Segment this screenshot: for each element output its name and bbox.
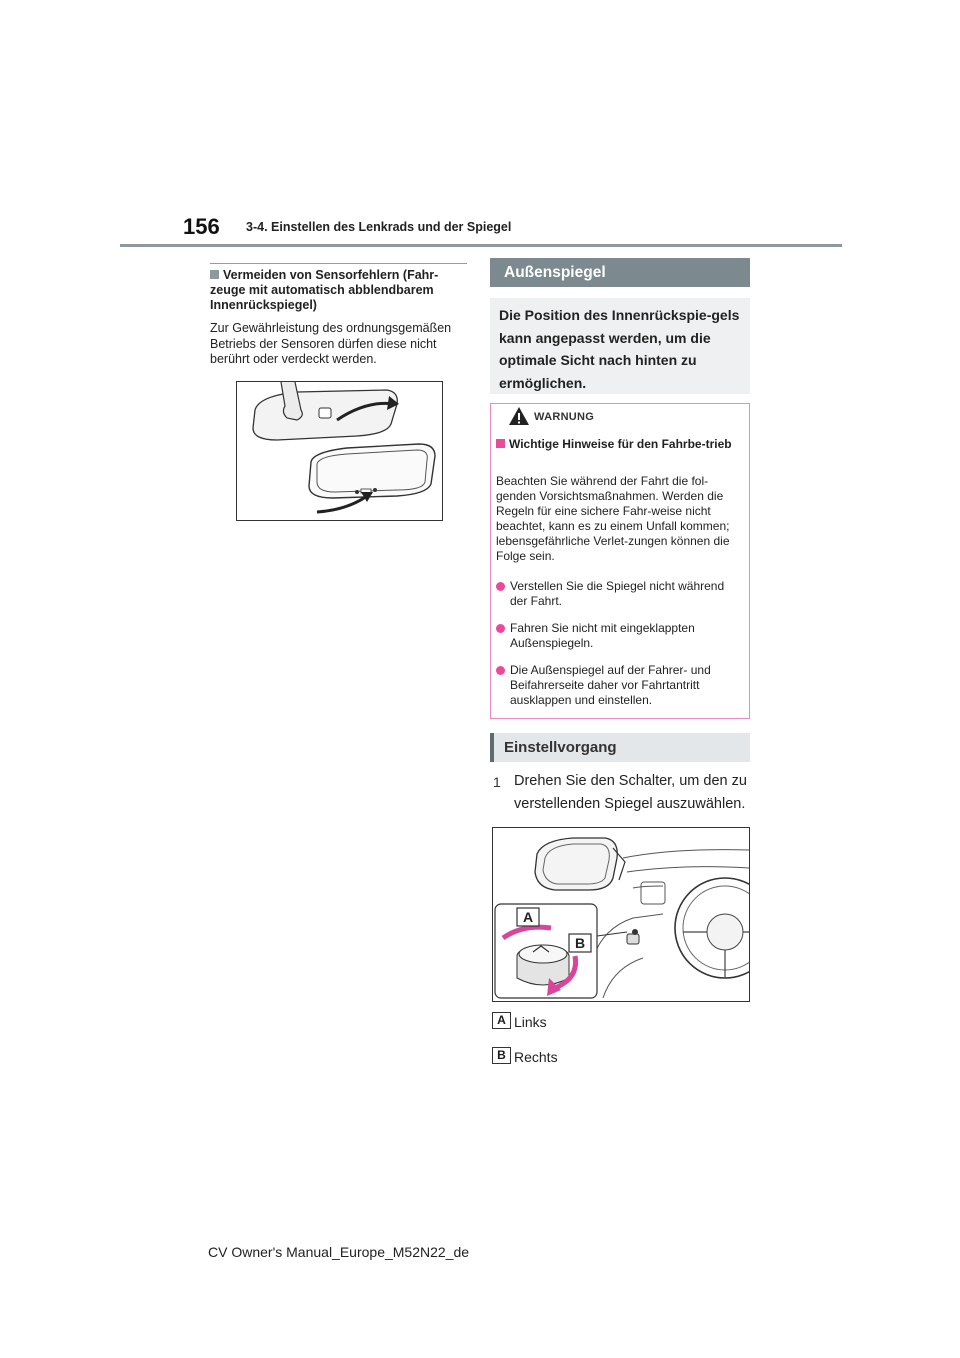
footer-text: CV Owner's Manual_Europe_M52N22_de [208,1244,470,1260]
page-number: 156 [183,214,220,239]
warning-triangle-icon [508,406,530,426]
header-rule [120,244,842,247]
rearview-mirror-illustration [237,382,442,520]
sensor-subheading [210,268,465,313]
intro-text: Die Position des Innenrückspie-gels kann angepasst werden, um die optimale Sicht nach hinten zu ermöglichen. [499,307,740,391]
warning-bullet [496,579,744,609]
subheading-rule [210,263,467,264]
legend-key-b: B [492,1047,511,1064]
figure-label-b: B [574,935,586,951]
legend-key-a: A [492,1012,511,1029]
step-number: 1 [493,774,501,790]
section-heading-bar [490,733,494,762]
rearview-mirror-figure [236,381,443,521]
section-heading-einstellvorgang [490,733,750,762]
banner-title: Außenspiegel [504,264,606,281]
sensor-subheading-text: Vermeiden von Sensorfehlern (Fahr-zeuge mit automatisch abblendbarem Innenrückspiegel) [210,268,439,312]
warning-bullet [496,621,744,651]
circle-bullet-icon [496,666,505,675]
warning-heading [496,437,741,452]
warning-body-text: Beachten Sie während der Fahrt die fol-genden Vorsichtsmaßnahmen. Werden die Regeln für eine sichere Fahr-weise nicht beachtet, kann es zu einem Unfall kommen; lebensgefährliche Verlet-zungen können die Folge sein. [496,474,730,563]
legend-text-links: Links [514,1014,547,1030]
warning-bullet-text: Fahren Sie nicht mit eingeklappten Außenspiegeln. [510,621,695,650]
warning-bullet-text: Die Außenspiegel auf der Fahrer- und Beifahrerseite daher vor Fahrtantritt ausklappen und einstellen. [510,663,711,707]
warning-heading-text: Wichtige Hinweise für den Fahrbe-trieb [509,437,732,451]
square-bullet-icon [496,439,505,448]
mirror-switch-figure [492,827,750,1002]
sensor-body-text: Zur Gewährleistung des ordnungsgemäßen Betriebs der Sensoren dürfen diese nicht berührt oder verdeckt werden. [210,321,452,366]
figure-label-a: A [522,909,534,925]
warning-label: WARNUNG [534,411,595,423]
legend-text-rechts: Rechts [514,1049,558,1065]
section-heading-text: Einstellvorgang [504,739,617,756]
running-header: 3-4. Einstellen des Lenkrads und der Spiegel [246,220,512,234]
mirror-switch-illustration [493,828,749,1001]
warning-bullet-text: Verstellen Sie die Spiegel nicht während der Fahrt. [510,579,725,608]
circle-bullet-icon [496,582,505,591]
circle-bullet-icon [496,624,505,633]
section-banner-aussenspiegel [490,258,750,287]
square-bullet-icon [210,270,219,279]
warning-bullet [496,663,744,708]
step-text: Drehen Sie den Schalter, um den zu verstellenden Spiegel auszuwählen. [514,773,747,812]
